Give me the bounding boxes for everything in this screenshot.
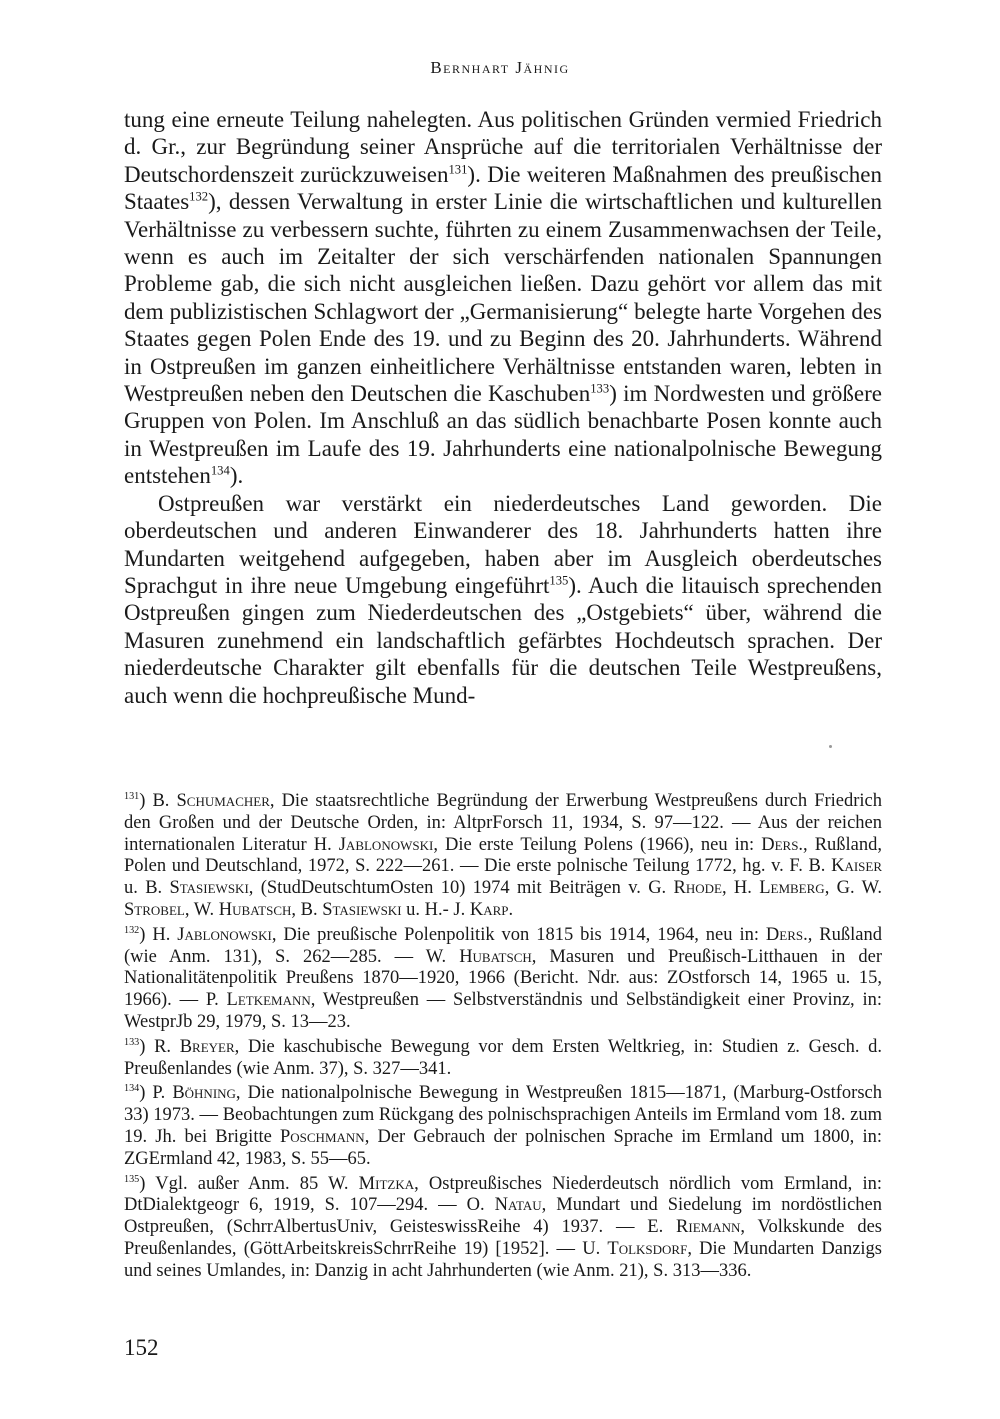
text-run: , Die Mundarten Danzigs und seines Umlandes, in: Danzig in acht Jahrhunderten (wie Anm. 21), S. 313—336. [124, 1238, 883, 1281]
author-name: Jablonowski [177, 924, 272, 945]
footnote-ref: 132 [124, 924, 140, 936]
text-run: , Der Gebrauch der polnischen Sprache im Ermland um 1800, in: ZGErmland 42, 1983, S. 55—65. [124, 1126, 882, 1169]
text-run: , Die nationalpolnische Bewegung in Westpreußen 1815—1871, (Marburg-Ostforsch 33) 1973. — Beobachtungen zum Rückgang des polnischsprachigen Anteils im Ermland vom 18. zum 19. Jh. bei Brigitte [124, 1083, 882, 1147]
author-name: Ders. [765, 924, 808, 945]
author-name: Mitzka [358, 1173, 415, 1194]
author-name: Stasiewski [169, 878, 249, 899]
text-run: ). Auch die litauisch sprechenden Ostpreußen gingen zum Niederdeutschen des „Ostgebiets“ über, während die Masuren zunehmend ein landschaftlich gefärbtes Hochdeutsch sprachen. Der niederdeutsche Charakter gilt ebenfalls für die deutschen Teile Westpreußens, auch wenn die hochpreußische Mund- [124, 572, 882, 708]
text-run: , Masuren und Preußisch-Litthauen in der Nationalitätenpolitik Preußens 1870—1920, 1966 (Bericht. Ndr. aus: ZOstforsch 14, 1965 u. 15, 1966). — P. [124, 946, 882, 1011]
footnote [124, 1083, 882, 1170]
footnote-ref: 134 [210, 463, 230, 478]
page-number: 152 [124, 1335, 159, 1360]
text-run: ) Vgl. außer Anm. 85 W. [139, 1173, 359, 1194]
text-run: u. B. [124, 878, 170, 899]
text-run: , Ostpreußisches Niederdeutsch nördlich vom Ermland, in: DtDialektgeogr 6, 1919, S. 107—294. — O. [124, 1173, 882, 1216]
author-name: Schumacher [176, 791, 270, 811]
author-name: Ders. [761, 834, 804, 855]
text-run: , Westpreußen — Selbstverständnis und Selbständigkeit einer Provinz, in: WestprJb 29, 1979, S. 13—23. [124, 990, 882, 1032]
footnotes [124, 791, 882, 1286]
footnote [124, 1174, 882, 1283]
footnote-ref: 132 [189, 189, 209, 204]
footnote-ref: 133 [124, 1036, 140, 1048]
text-run: , Rußland (wie Anm. 131), S. 262—285. — W. [124, 924, 883, 967]
text-run: , Die staatsrechtliche Begründung der Erwerbung Westpreußens durch Friedrich den Großen und der Deutsche Orden, in: AltprForsch 11, 1934, S. 97—122. — Aus der reichen internationalen Literatur H. [124, 791, 883, 855]
text-run: ). Die weiteren Maßnahmen des preußischen Staates [124, 161, 882, 215]
author-name: Riemann [676, 1217, 741, 1238]
footnote-ref: 131 [448, 162, 468, 177]
author-name: Hubatsch [459, 946, 532, 967]
running-head: Bernhart Jähnig [430, 58, 570, 77]
footnote-ref: 131 [124, 790, 140, 802]
text-run: ) P. [139, 1083, 173, 1104]
author-name: Kaiser [831, 856, 882, 877]
text-run: u. H.- J. [401, 899, 470, 920]
text-run: ). [229, 463, 244, 489]
footnote-ref: 135 [124, 1173, 140, 1185]
author-name: Letkemann [226, 990, 311, 1011]
text-run: ) R. [139, 1036, 180, 1057]
footnote-ref: 135 [549, 573, 569, 588]
text-run: , Die kaschubische Bewegung vor dem Ersten Weltkrieg, in: Studien z. Gesch. d. Preußenlandes (wie Anm. 37), S. 327—341. [124, 1036, 882, 1079]
body-paragraph [124, 490, 882, 709]
text-run: ) B. [139, 791, 177, 811]
author-name: Karp [469, 899, 509, 920]
author-name: Breyer [179, 1036, 235, 1057]
footnote-ref: 134 [124, 1083, 140, 1095]
author-name: Jablonowski [338, 834, 434, 855]
footnote [124, 1037, 882, 1081]
author-name: Strobel [124, 899, 185, 920]
text-run: , Die preußische Polenpolitik von 1815 bis 1914, 1964, neu in: [271, 924, 766, 945]
text-run: , Volkskunde des Preußenlandes, (GöttArbeitskreisSchrrReihe 19) [1952]. — U. [124, 1217, 883, 1259]
author-name: Tolksdorf [607, 1238, 688, 1259]
text-run: , (StudDeutschtumOsten 10) 1974 mit Beiträgen v. G. [248, 878, 674, 899]
author-name: Hubatsch [218, 899, 292, 920]
footnote [124, 791, 882, 922]
text-run: tung eine erneute Teilung nahelegten. Aus politischen Gründen vermied Friedrich d. Gr., zur Begründung seiner Ansprüche auf die territorialen Verhältnisse der Deutschordenszeit zurückzuweisen [124, 107, 882, 187]
text-run: , H. [721, 878, 760, 899]
speck-mark [829, 745, 832, 748]
author-name: Stasiewski [322, 899, 402, 920]
author-name: Rhode [673, 878, 722, 899]
text-run: . [508, 899, 514, 920]
body-paragraph [124, 106, 882, 490]
text-run: , Rußland, Polen und Deutschland, 1972, S. 222—261. — Die erste polnische Teilung 1772, hg. v. F. B. [124, 834, 883, 877]
author-name: Lemberg [759, 878, 825, 899]
text-run: , W. [184, 899, 219, 920]
author-name: Böhning [172, 1083, 236, 1104]
author-name: Natau [494, 1195, 542, 1216]
author-name: Poschmann [279, 1126, 365, 1147]
text-run: ), dessen Verwaltung in erster Linie die wirtschaftlichen und kulturellen Verhältnisse zu verbessern suchte, führten zu einem Zusammenwachsen der Teile, wenn es auch im Zeitalter der sich verschärfenden nationalen Spannungen Probleme gab, die sich nicht ausgleichen ließen. Dazu gehört vor allem das mit dem publizistischen Schlagwort der „Germanisierung“ belegte harte Vorgehen des Staates gegen Polen Ende des 19. und zu Beginn des 20. Jahrhunderts. Während in Ostpreußen im ganzen einheitlichere Verhältnisse entstanden waren, lebten in Westpreußen neben den Deutschen die Kaschuben [124, 189, 882, 407]
footnote [124, 925, 882, 1034]
text-run: Ostpreußen war verstärkt ein niederdeutsches Land geworden. Die oberdeutschen und anderen Einwanderer des 18. Jahrhunderts hatten ihre Mundarten weitgehend aufgegeben, haben aber im Ausgleich oberdeutsches Sprachgut in ihre neue Umgebung eingeführt [124, 490, 882, 598]
text-run: ) im Nordwesten und größere Gruppen von Polen. Im Anschluß an das südlich benachbarte Posen konnte auch in Westpreußen im Laufe des 19. Jahrhunderts eine nationalpolnische Bewegung entstehen [124, 381, 883, 489]
text-run: ) H. [139, 924, 178, 945]
text-run: , B. [291, 899, 323, 920]
main-text [124, 106, 882, 709]
footnote-ref: 133 [590, 381, 610, 396]
text-run: , Mundart und Siedelung im nordöstlichen Ostpreußen, (SchrrAlbertusUniv, GeisteswissReihe 4) 1937. — E. [124, 1195, 882, 1238]
text-run: , G. W. [824, 878, 882, 899]
text-run: , Die erste Teilung Polens (1966), neu in: [433, 834, 762, 855]
